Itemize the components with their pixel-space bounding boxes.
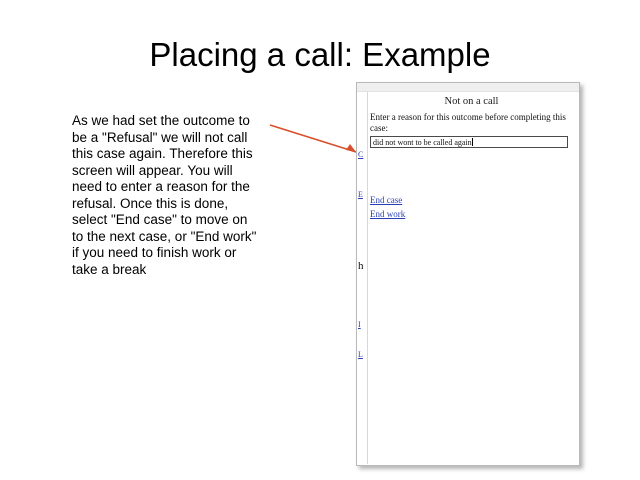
reason-input-value: did not wont to be called again <box>373 138 472 147</box>
application-screenshot <box>356 82 580 466</box>
left-nav-text-0: h <box>358 260 364 272</box>
screenshot-left-nav <box>357 92 368 464</box>
text-caret <box>472 138 473 146</box>
left-nav-link-1[interactable]: E <box>358 190 363 199</box>
slide-body-text: As we had set the outcome to be a "Refusal" we will not call this case again. Therefore this screen will appear. You will need to enter a reason for the refusal. Once this is done, select "End case" to move on to the next case, or "End work" if you need to finish work or take a break <box>72 113 257 277</box>
end-case-link[interactable]: End case <box>370 195 403 205</box>
arrow-icon <box>268 124 364 156</box>
screenshot-main-panel <box>368 92 579 464</box>
end-work-link[interactable]: End work <box>370 209 406 219</box>
left-nav-link-2[interactable]: I <box>358 320 361 329</box>
screenshot-titlebar <box>357 83 579 92</box>
arrow-annotation <box>268 124 364 156</box>
screenshot-heading: Not on a call <box>444 96 499 107</box>
screenshot-instruction: Enter a reason for this outcome before completing this case: <box>370 112 566 133</box>
left-nav-link-0[interactable]: C <box>358 150 364 159</box>
left-nav-link-3[interactable]: L <box>358 350 363 359</box>
page-title: Placing a call: Example <box>149 36 491 73</box>
reason-input[interactable] <box>370 136 568 148</box>
